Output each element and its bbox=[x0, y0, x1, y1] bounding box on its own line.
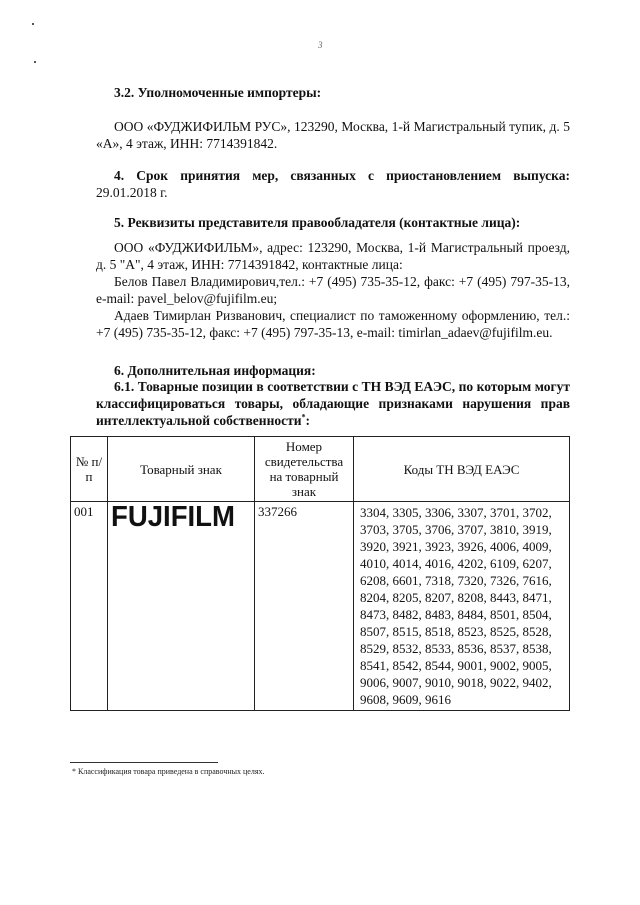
section-4-heading: 4. Срок принятия мер, связанных с приостановлением выпуска: bbox=[114, 168, 570, 183]
fujifilm-logo: FUJIFILM bbox=[111, 501, 235, 533]
section-4 bbox=[96, 167, 570, 201]
section-6-heading: 6. Дополнительная информация: bbox=[114, 363, 316, 378]
section-5-contacts bbox=[96, 239, 570, 341]
certificate-number: 337266 bbox=[255, 502, 354, 711]
footnote-mark: * bbox=[301, 412, 306, 422]
section-5-contact-2: Адаев Тимирлан Ризванович, специалист по таможенному оформлению, тел.: +7 (495) 735-35-12, факс: +7 (495) 797-35-13, e-mail: timirlan_adaev@fujifilm.eu. bbox=[96, 308, 570, 340]
section-6-1 bbox=[96, 378, 570, 429]
page-number: 3 bbox=[318, 40, 323, 50]
row-number: 001 bbox=[71, 502, 108, 711]
scan-mark bbox=[32, 23, 34, 25]
section-6-1-heading: 6.1. Товарные позиции в соответствии с ТН ВЭД ЕАЭС, по которым могут классифицироваться товары, обладающие признаками нарушения прав интеллектуальной собственности bbox=[96, 379, 570, 428]
hs-codes: 3304, 3305, 3306, 3307, 3701, 3702, 3703, 3705, 3706, 3707, 3810, 3919, 3920, 3921, 3923, 3926, 4006, 4009, 4010, 4014, 4016, 4202, 6109, 6207, 6208, 6601, 7318, 7320, 7326, 7616, 8204, 8205, 8207, 8208, 8443, 8471, 8473, 8482, 8483, 8484, 8501, 8504, 8507, 8515, 8518, 8523, 8525, 8528, 8529, 8532, 8533, 8536, 8537, 8538, 8541, 8542, 8544, 9001, 9002, 9005, 9006, 9007, 9010, 9018, 9022, 9402, 9608, 9609, 9616 bbox=[354, 502, 570, 711]
table-header-row bbox=[71, 437, 570, 502]
goods-table bbox=[70, 436, 570, 711]
scan-mark bbox=[34, 61, 36, 63]
section-6-1-colon: : bbox=[305, 413, 310, 428]
header-codes: Коды ТН ВЭД ЕАЭС bbox=[354, 437, 570, 502]
header-number: № п/п bbox=[71, 437, 108, 502]
trademark-cell bbox=[108, 502, 255, 711]
header-certificate: Номер свидетельства на товарный знак bbox=[255, 437, 354, 502]
header-trademark: Товарный знак bbox=[108, 437, 255, 502]
table-row bbox=[71, 502, 570, 711]
section-4-date: 29.01.2018 г. bbox=[96, 185, 168, 200]
section-5-contact-1: Белов Павел Владимирович,тел.: +7 (495) 735-35-12, факс: +7 (495) 797-35-13, e-mail: pavel_belov@fujifilm.eu; bbox=[96, 274, 570, 306]
footnote: * Классификация товара приведена в справочных целях. bbox=[72, 767, 265, 776]
section-5-company: ООО «ФУДЖИФИЛЬМ», адрес: 123290, Москва, 1-й Магистральный проезд, д. 5 "А", 4 этаж, ИНН: 7714391842, контактные лица: bbox=[96, 240, 570, 272]
section-3-2-text: ООО «ФУДЖИФИЛЬМ РУС», 123290, Москва, 1-й Магистральный тупик, д. 5 «А», 4 этаж, ИНН: 7714391842. bbox=[96, 119, 570, 151]
footnote-divider bbox=[70, 762, 218, 763]
section-5-heading: 5. Реквизиты представителя правообладателя (контактные лица): bbox=[114, 215, 521, 230]
section-3-2-heading: 3.2. Уполномоченные импортеры: bbox=[114, 85, 322, 100]
